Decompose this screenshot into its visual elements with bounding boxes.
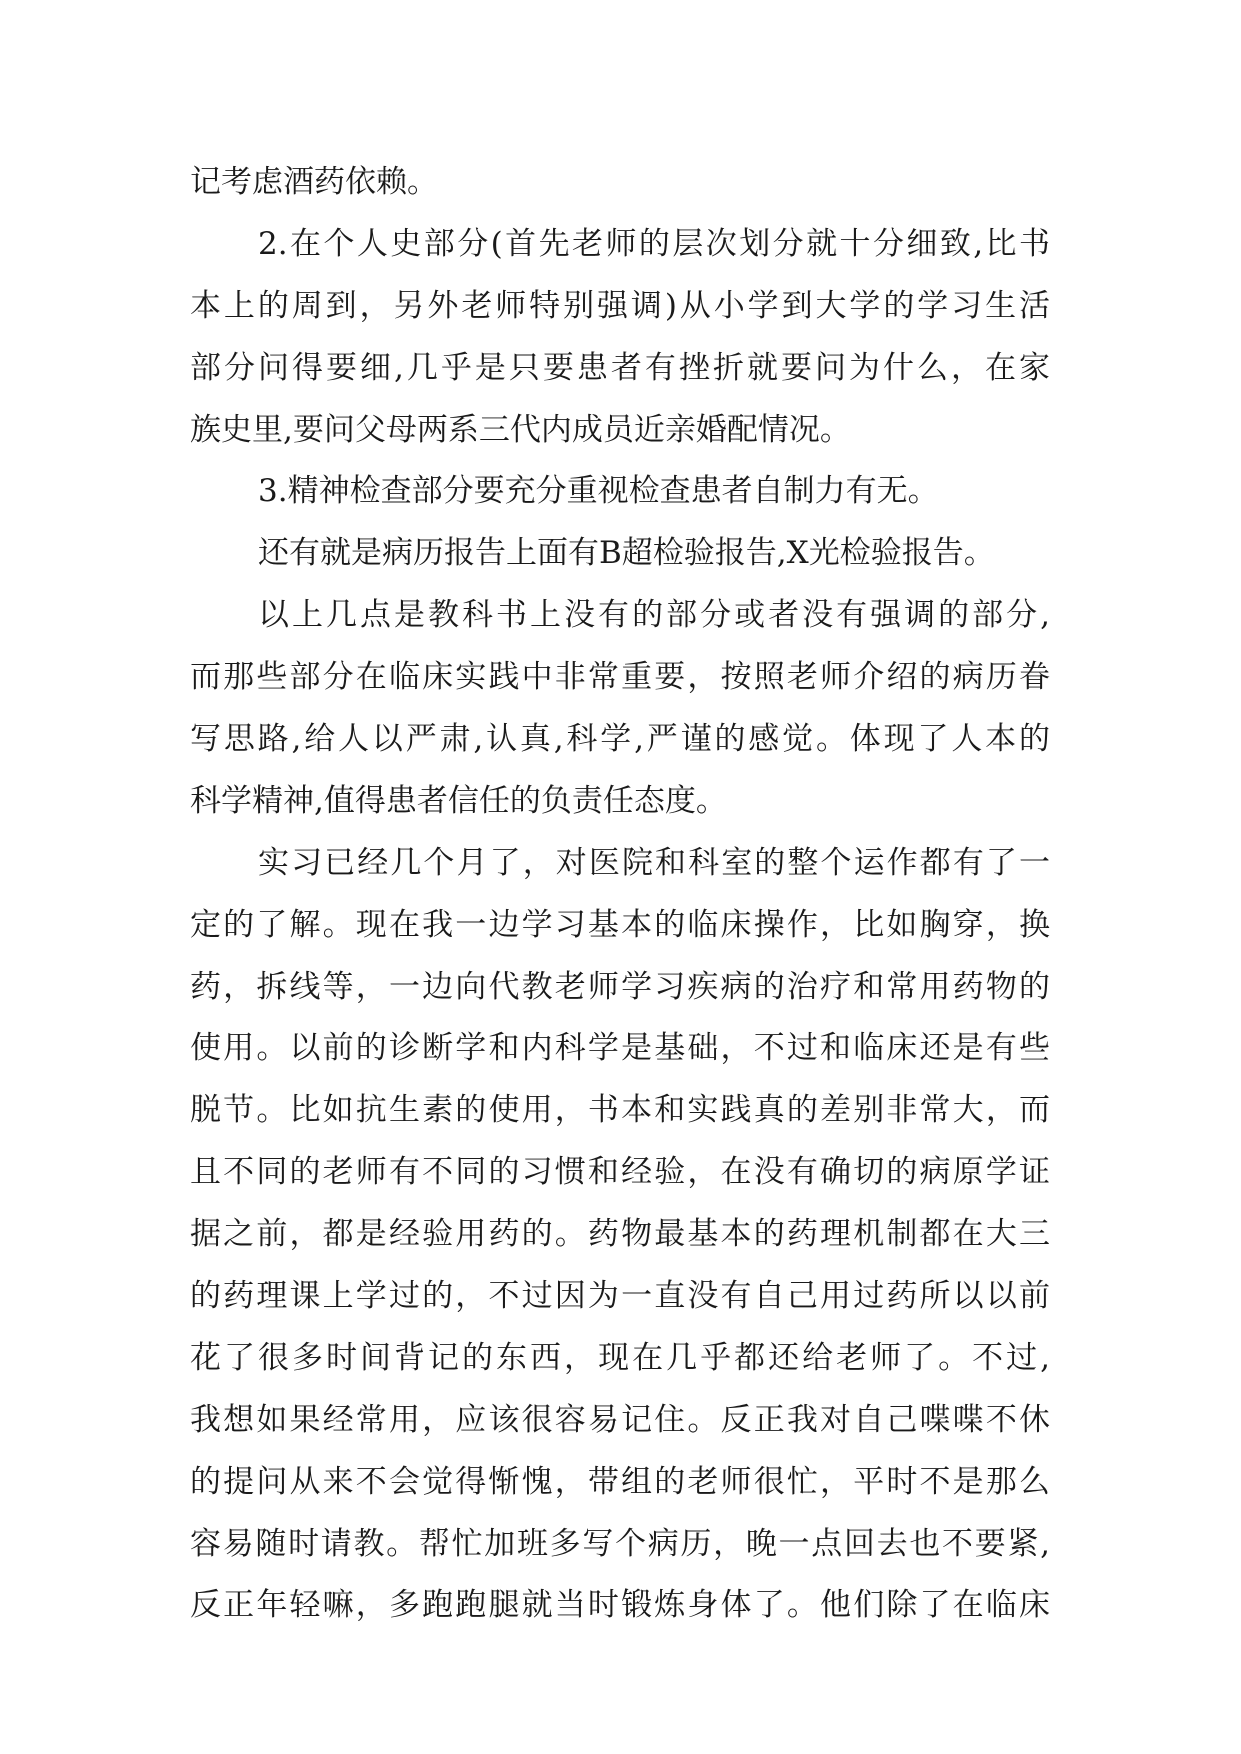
text-line: 花了很多时间背记的东西，现在几乎都还给老师了。不过, bbox=[190, 1339, 1050, 1376]
text-line: 而那些部分在临床实践中非常重要，按照老师介绍的病历眷 bbox=[190, 659, 1050, 696]
document-body bbox=[190, 152, 1050, 1637]
text-line: 记考虑酒药依赖。 bbox=[190, 164, 438, 200]
text-line: 科学精神,值得患者信任的负责任态度。 bbox=[190, 782, 727, 819]
text-line: 实习已经几个月了，对医院和科室的整个运作都有了一 bbox=[258, 844, 1050, 881]
text-line: 本上的周到，另外老师特别强调)从小学到大学的学习生活 bbox=[190, 287, 1050, 324]
text-line: 使用。以前的诊断学和内科学是基础，不过和临床还是有些 bbox=[190, 1030, 1050, 1067]
text-line: 族史里,要问父母两系三代内成员近亲婚配情况。 bbox=[190, 411, 851, 448]
text-line: 以上几点是教科书上没有的部分或者没有强调的部分, bbox=[258, 597, 1050, 634]
text-line: 反正年轻嘛，多跑跑腿就当时锻炼身体了。他们除了在临床 bbox=[190, 1587, 1050, 1624]
text-line: 2.在个人史部分(首先老师的层次划分就十分细致,比书 bbox=[258, 225, 1050, 262]
text-line: 药，拆线等，一边向代教老师学习疾病的治疗和常用药物的 bbox=[190, 968, 1050, 1005]
text-line: 还有就是病历报告上面有B超检验报告,X光检验报告。 bbox=[258, 535, 995, 572]
text-line: 写思路,给人以严肃,认真,科学,严谨的感觉。体现了人本的 bbox=[190, 721, 1050, 758]
text-line: 3.精神检查部分要充分重视检查患者自制力有无。 bbox=[258, 473, 939, 510]
text-line: 脱节。比如抗生素的使用，书本和实践真的差别非常大，而 bbox=[190, 1092, 1050, 1129]
text-line: 容易随时请教。帮忙加班多写个病历，晚一点回去也不要紧, bbox=[190, 1525, 1050, 1562]
text-line: 定的了解。现在我一边学习基本的临床操作，比如胸穿，换 bbox=[190, 906, 1050, 943]
text-line: 部分问得要细,几乎是只要患者有挫折就要问为什么，在家 bbox=[190, 349, 1050, 386]
text-line: 我想如果经常用，应该很容易记住。反正我对自己喋喋不休 bbox=[190, 1401, 1050, 1438]
text-line: 的提问从来不会觉得惭愧，带组的老师很忙，平时不是那么 bbox=[190, 1463, 1050, 1500]
text-line: 据之前，都是经验用药的。药物最基本的药理机制都在大三 bbox=[190, 1216, 1050, 1253]
text-line: 且不同的老师有不同的习惯和经验，在没有确切的病原学证 bbox=[190, 1154, 1050, 1191]
text-line: 的药理课上学过的，不过因为一直没有自己用过药所以以前 bbox=[190, 1278, 1050, 1315]
